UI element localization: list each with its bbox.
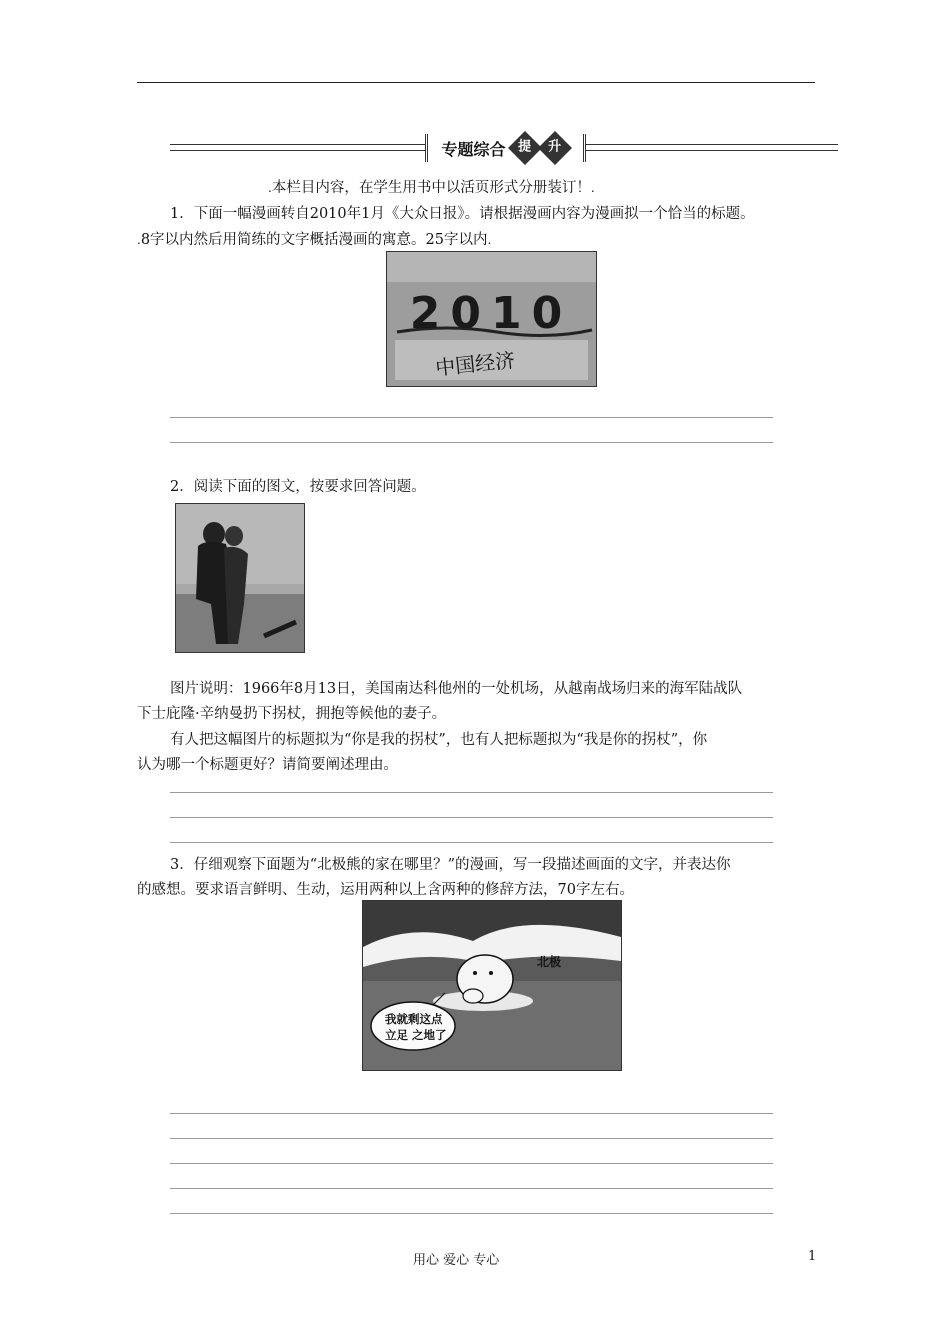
cartoon-label: 北极 (537, 955, 562, 969)
q2-photo (175, 503, 305, 653)
banner-badge-1: 提 (508, 131, 542, 165)
answer-line (170, 1113, 773, 1114)
q2-line1: 2．阅读下面的图文，按要求回答问题。 (170, 479, 426, 495)
q2-question-line1: 有人把这幅图片的标题拟为“你是我的拐杖”，也有人把标题拟为“我是你的拐杖”，你 (170, 732, 708, 748)
header-rule-left (170, 144, 425, 153)
bubble-line2: 立足 之地了 (385, 1028, 447, 1042)
q3-line1: 3．仔细观察下面题为“北极熊的家在哪里？”的漫画，写一段描述画面的文字，并表达你 (170, 857, 731, 873)
page-number: 1 (808, 1249, 817, 1264)
intro-note: .本栏目内容，在学生用书中以活页形式分册装订！. (268, 180, 595, 196)
q1-cartoon-image (386, 251, 597, 387)
answer-line (170, 1188, 773, 1189)
answer-line (170, 1163, 773, 1164)
q1-line1: 1．下面一幅漫画转自2010年1月《大众日报》。请根据漫画内容为漫画拟一个恰当的标题。 (170, 206, 755, 222)
cartoon-caption: 中国经济 (434, 347, 517, 381)
q2-caption-line2: 下士庇隆·辛纳曼扔下拐杖，拥抱等候他的妻子。 (137, 706, 447, 722)
q2-question-line2: 认为哪一个标题更好？请简要阐述理由。 (137, 757, 398, 773)
bubble-line1: 我就剩这点 (385, 1012, 443, 1026)
banner-badge-2: 升 (538, 131, 572, 165)
q3-cartoon-image (362, 900, 622, 1071)
section-banner (425, 134, 586, 162)
answer-line (170, 792, 773, 793)
header-rule-right (580, 144, 838, 153)
answer-line (170, 842, 773, 843)
answer-line (170, 417, 773, 418)
cartoon-digits: 2010 (409, 288, 573, 339)
answer-line (170, 1213, 773, 1214)
answer-line (170, 817, 773, 818)
answer-line (170, 1138, 773, 1139)
answer-line (170, 442, 773, 443)
footer-motto: 用心 爱心 专心 (413, 1253, 500, 1268)
top-rule (137, 82, 815, 83)
banner-label: 专题综合 (441, 139, 506, 159)
q2-caption-line1: 图片说明：1966年8月13日，美国南达科他州的一处机场，从越南战场归来的海军陆战队 (170, 681, 743, 697)
q3-line2: 的感想。要求语言鲜明、生动，运用两种以上含两种的修辞方法，70字左右。 (137, 882, 634, 898)
q1-line2: .8字以内然后用简练的文字概括漫画的寓意。25字以内. (137, 232, 492, 248)
speech-bubble (385, 1011, 447, 1043)
